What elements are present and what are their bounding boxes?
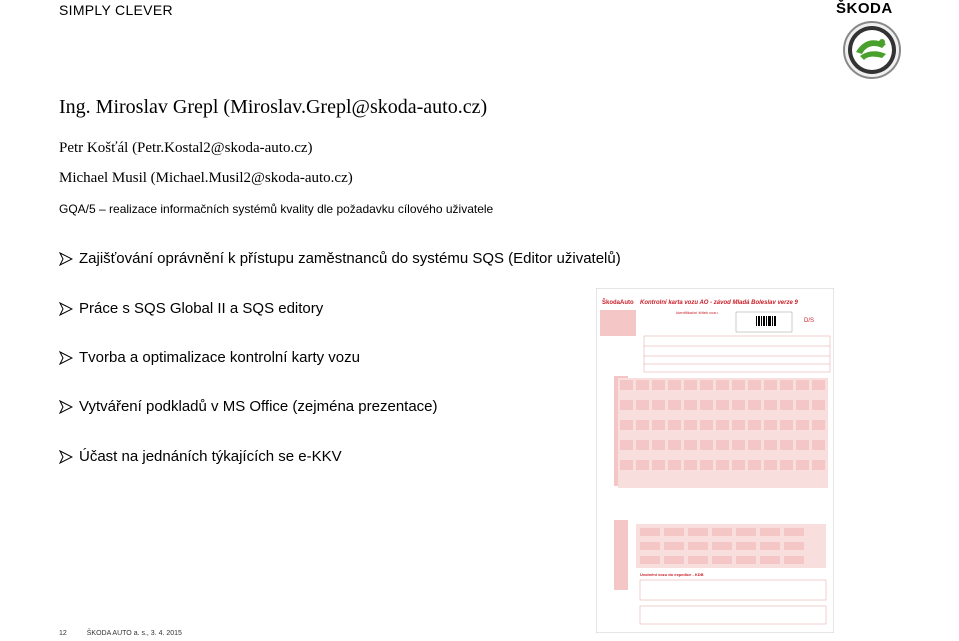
bullet-text: Práce s SQS Global II a SQS editory bbox=[79, 300, 324, 317]
arrow-bullet-icon bbox=[59, 450, 73, 464]
arrow-bullet-icon bbox=[59, 351, 73, 365]
barcode-icon bbox=[756, 316, 776, 326]
card-bottom-label: Uvolnění vozu do expedice - KDB bbox=[640, 572, 704, 577]
footer-company: ŠKODA AUTO a. s., 3. 4. 2015 bbox=[86, 630, 182, 637]
slogan: SIMPLY CLEVER bbox=[59, 2, 173, 18]
card-title: Kontrolní karta vozu AO - závod Mladá Boleslav verze 9 bbox=[640, 300, 798, 306]
bullet-text: Vytváření podkladů v MS Office (zejména prezentace) bbox=[79, 398, 438, 415]
page-number: 12 bbox=[59, 630, 67, 637]
bullet-item bbox=[59, 300, 323, 317]
arrow-bullet-icon bbox=[59, 252, 73, 266]
brand-wordmark: ŠKODA bbox=[836, 0, 893, 17]
contact-main: Ing. Miroslav Grepl (Miroslav.Grepl@skoda-auto.cz) bbox=[59, 96, 488, 118]
bullet-item bbox=[59, 250, 621, 267]
arrow-bullet-icon bbox=[59, 302, 73, 316]
control-card-image bbox=[596, 288, 834, 633]
gqa-description: GQA/5 – realizace informačních systémů kvality dle požadavku cílového uživatele bbox=[59, 202, 494, 216]
card-ident-label: Identifikační štítek vozu bbox=[676, 310, 718, 315]
card-brand: ŠkodaAuto bbox=[602, 300, 634, 306]
card-lower-grid bbox=[636, 524, 826, 568]
bullet-text: Účast na jednáních týkajících se e-KKV bbox=[79, 448, 342, 465]
skoda-logo-icon bbox=[842, 20, 902, 80]
card-grid bbox=[618, 378, 828, 488]
bullet-item bbox=[59, 448, 342, 465]
bullet-text: Tvorba a optimalizace kontrolní karty vozu bbox=[79, 349, 360, 366]
bullet-text: Zajišťování oprávnění k přístupu zaměstnanců do systému SQS (Editor uživatelů) bbox=[79, 250, 621, 267]
footer bbox=[59, 630, 182, 637]
arrow-bullet-icon bbox=[59, 400, 73, 414]
bullet-item bbox=[59, 398, 438, 415]
bullet-item bbox=[59, 349, 360, 366]
contact-third: Michael Musil (Michael.Musil2@skoda-auto.cz) bbox=[59, 170, 353, 186]
card-code: D/S bbox=[804, 318, 815, 324]
contact-second: Petr Košťál (Petr.Kostal2@skoda-auto.cz) bbox=[59, 140, 313, 156]
